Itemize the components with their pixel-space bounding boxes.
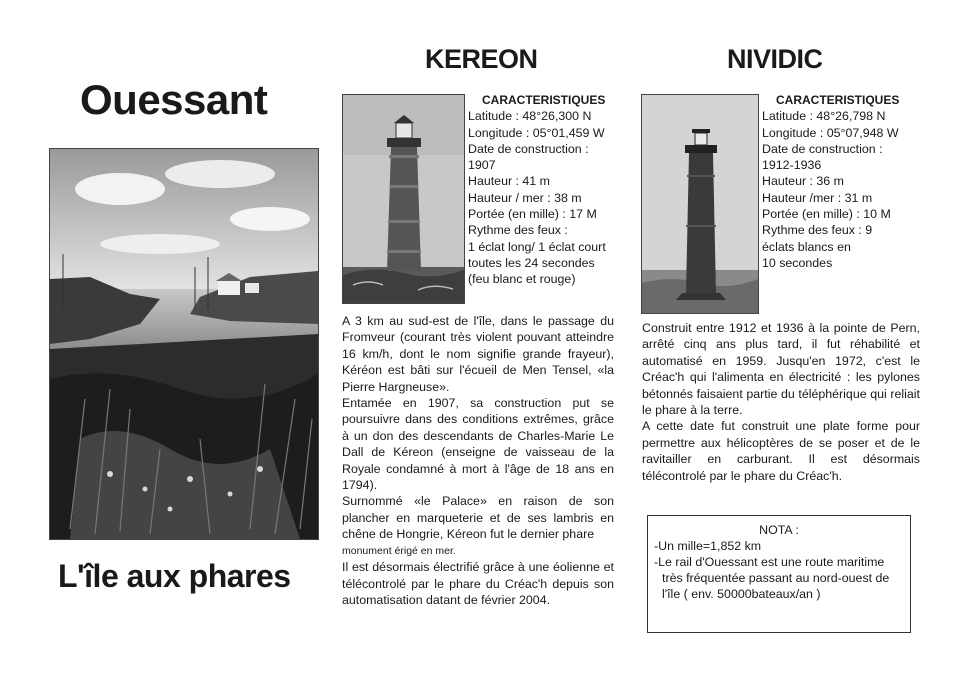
kereon-spec-line: Longitude : 05°01,459 W xyxy=(468,125,605,140)
kereon-heading: KEREON xyxy=(425,44,538,74)
nividic-heading: NIVIDIC xyxy=(727,44,823,74)
nividic-spec-line: Hauteur /mer : 31 m xyxy=(762,190,873,205)
nividic-characteristics-title: CARACTERISTIQUES xyxy=(776,93,900,107)
nividic-spec-line: éclats blancs en xyxy=(762,239,851,254)
kereon-spec-line: Portée (en mille) : 17 M xyxy=(468,207,597,222)
kereon-spec-line: Date de construction : xyxy=(468,141,589,156)
kereon-paragraph: Surnommé «le Palace» en raison de son plancher en marqueterie et de ses lambris en chêne de Hongrie, Kéreon fut le dernier phare xyxy=(342,494,614,542)
kereon-spec-line: (feu blanc et rouge) xyxy=(468,272,576,287)
kereon-spec-line: Hauteur : 41 m xyxy=(468,174,550,189)
nividic-spec-line: Longitude : 05°07,948 W xyxy=(762,125,899,140)
kereon-spec-line: Rythme des feux : xyxy=(468,223,568,238)
page-title: Ouessant xyxy=(80,76,268,123)
kereon-spec-line: 1907 xyxy=(468,158,496,173)
nividic-characteristics xyxy=(762,92,932,271)
nividic-paragraph: Construit entre 1912 et 1936 à la pointe de Pern, arrêté cinq ans plus tard, il fut réhabilité et automatisé en 1959. Jusqu'en 1972, c'est le Créac'h qui l'alimenta en électricité : les pylones bétonnés faisaient partie du téléphérique qui reliait le phare à la terre. xyxy=(642,321,920,418)
nividic-spec-line: Rythme des feux : 9 xyxy=(762,223,873,238)
nividic-lighthouse-photo xyxy=(641,94,759,314)
kereon-paragraph: Il est désormais électrifié grâce à une éolienne et télécontrolé par le phare du Créac'h depuis son automatisation datant de février 2004. xyxy=(342,560,614,607)
nividic-description xyxy=(642,320,920,484)
nividic-spec-line: 10 secondes xyxy=(762,255,833,270)
nividic-spec-line: Latitude : 48°26,798 N xyxy=(762,109,886,124)
nota-title: NOTA : xyxy=(759,523,799,537)
nividic-spec-line: Hauteur : 36 m xyxy=(762,174,844,189)
nota-item: -Le rail d'Ouessant est une route maritime très fréquentée passant au nord-ouest de l'île ( env. 50000bateaux/an ) xyxy=(654,555,890,601)
kereon-paragraph: Entamée en 1907, sa construction put se poursuivre dans des conditions extrêmes, grâce à un don des descendants de Charles-Marie Le Dall de Kéreon (enseigne de vaisseau de la Royale condamné à mort à l'âge de 18 ans en 1794). xyxy=(342,396,614,493)
kereon-characteristics xyxy=(468,92,638,288)
page-subtitle: L'île aux phares xyxy=(58,558,291,594)
nividic-spec-line: Portée (en mille) : 10 M xyxy=(762,207,891,222)
kereon-paragraph: A 3 km au sud-est de l'île, dans le passage du Fromveur (courant très violent pouvant atteindre 16 km/h, dont le nom signifie grande frayeur), Kéréon est bâti sur l'écueil de Men Tensel, «la Pierre Hargneuse». xyxy=(342,314,614,394)
kereon-description xyxy=(342,313,614,608)
kereon-spec-line: Hauteur / mer : 38 m xyxy=(468,190,582,205)
nividic-spec-line: 1912-1936 xyxy=(762,158,822,173)
harbor-photo xyxy=(49,148,319,540)
nividic-spec-line: Date de construction : xyxy=(762,141,883,156)
nota-box xyxy=(647,515,911,633)
kereon-characteristics-title: CARACTERISTIQUES xyxy=(482,93,606,107)
nividic-paragraph: A cette date fut construit une plate forme pour permettre aux hélicoptères de se poser et de le ravitailler en carburant. Il est désormais télécontrolé par le phare du Créac'h. xyxy=(642,419,920,483)
kereon-spec-line: toutes les 24 secondes xyxy=(468,255,595,270)
nota-item: -Un mille=1,852 km xyxy=(654,539,762,553)
kereon-paragraph-tail: monument érigé en mer. xyxy=(342,544,456,557)
kereon-spec-line: Latitude : 48°26,300 N xyxy=(468,109,592,124)
kereon-lighthouse-photo xyxy=(342,94,465,304)
kereon-spec-line: 1 éclat long/ 1 éclat court xyxy=(468,239,606,254)
